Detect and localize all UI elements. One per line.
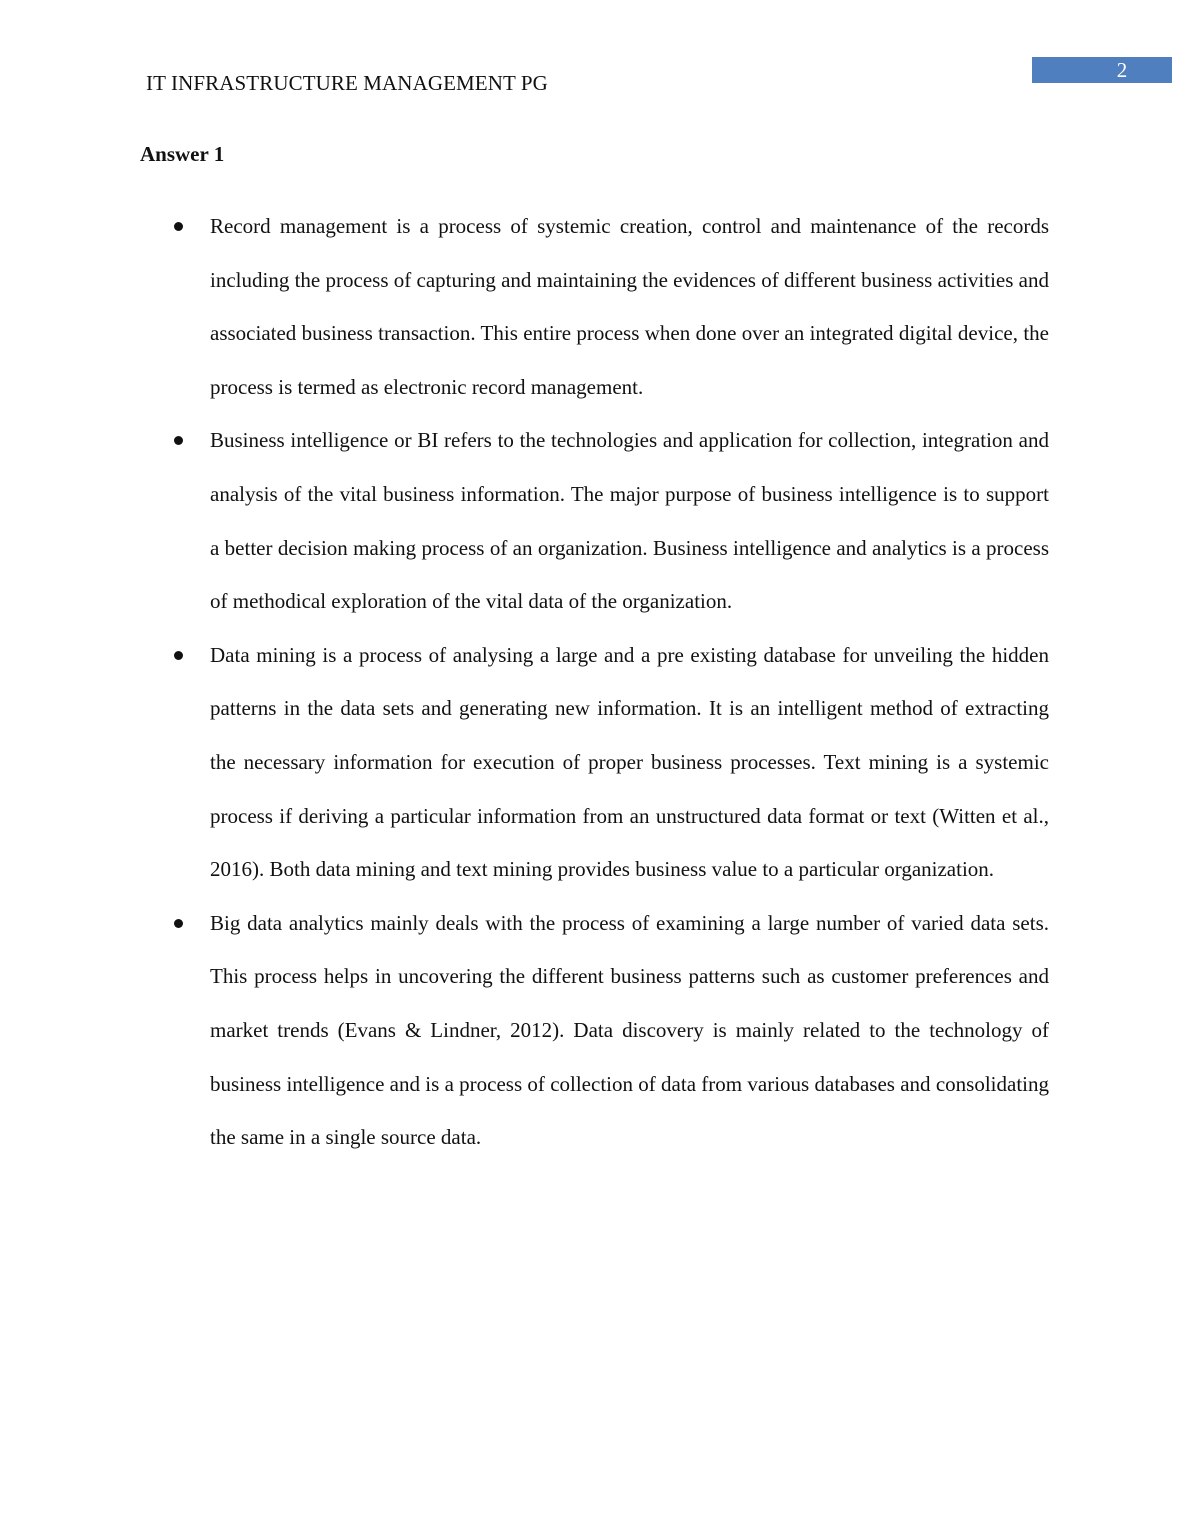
bullet-icon xyxy=(174,651,183,660)
bullet-icon xyxy=(174,222,183,231)
page-number: 2 xyxy=(1116,58,1128,82)
list-item-text: Big data analytics mainly deals with the process of examining a large number of varied data sets. This process helps in uncovering the different business patterns such as customer preferences and market trends (Evans & Lindner, 2012). Data discovery is mainly related to the technology of business intelligence and is a process of collection of data from various databases and consolidating the same in a single source data. xyxy=(210,910,1049,1150)
list-item-text: Data mining is a process of analysing a large and a pre existing database for unveiling the hidden patterns in the data sets and generating new information. It is an intelligent method of extracting the necessary information for execution of proper business processes. Text mining is a systemic process if deriving a particular information from an unstructured data format or text (Witten et al., 2016). Both data mining and text mining provides business value to a particular organization. xyxy=(210,642,1049,882)
list-item xyxy=(210,629,1049,897)
bullet-icon xyxy=(174,436,183,445)
list-item xyxy=(210,897,1049,1165)
list-item-text: Record management is a process of systemic creation, control and maintenance of the records including the process of capturing and maintaining the evidences of different business activities and associated business transaction. This entire process when done over an integrated digital device, the process is termed as electronic record management. xyxy=(210,214,1049,399)
page-number-badge xyxy=(1032,57,1172,83)
bullet-list xyxy=(0,200,1190,1165)
section-heading: Answer 1 xyxy=(140,142,225,166)
list-item xyxy=(210,200,1049,414)
bullet-icon xyxy=(174,919,183,928)
list-item-text: Business intelligence or BI refers to the technologies and application for collection, integration and analysis of the vital business information. The major purpose of business intelligence is to support a better decision making process of an organization. Business intelligence and analytics is a process of methodical exploration of the vital data of the organization. xyxy=(210,428,1049,614)
list-item xyxy=(210,414,1049,628)
running-header: IT INFRASTRUCTURE MANAGEMENT PG xyxy=(146,71,548,95)
